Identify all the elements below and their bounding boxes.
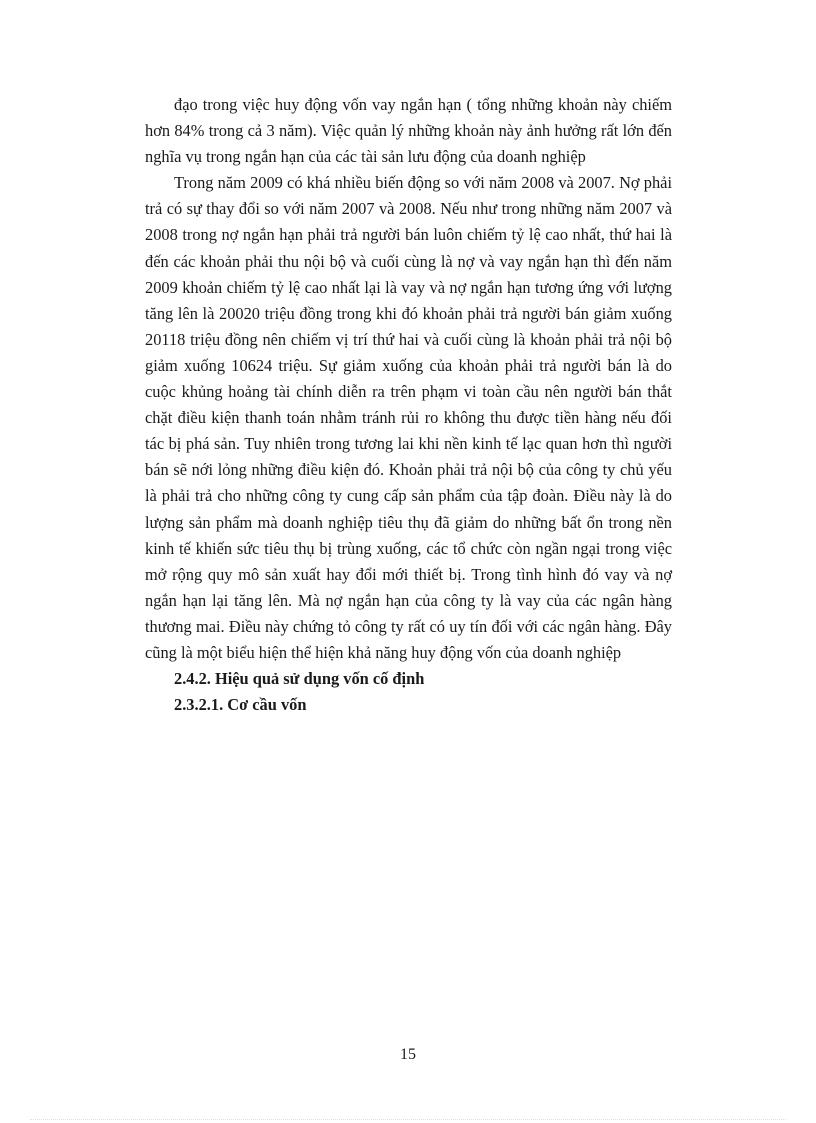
- page-body: [145, 92, 672, 718]
- section-heading-fixed-capital: 2.4.2. Hiệu quả sử dụng vốn cố định: [174, 669, 425, 689]
- subsection-heading-capital-structure: 2.3.2.1. Cơ cầu vốn: [174, 695, 307, 715]
- page-number: 15: [400, 1046, 416, 1063]
- page-bottom-divider: [30, 1119, 786, 1120]
- paragraph-continuation: đạo trong việc huy động vốn vay ngắn hạn ( tổng những khoản này chiếm hơn 84% trong cả 3 năm). Việc quản lý những khoản này ảnh hưởng rất lớn đến nghĩa vụ trong ngắn hạn của các tài sản lưu động của doanh nghiệp: [145, 95, 672, 167]
- paragraph-2009-analysis: Trong năm 2009 có khá nhiều biến động so với năm 2008 và 2007. Nợ phải trả có sự thay đổi so với năm 2007 và 2008. Nếu như trong những năm 2007 và 2008 trong nợ ngắn hạn phải trả người bán luôn chiếm tỷ lệ cao nhất, thứ hai là đến các khoản phải thu nội bộ và cuối cùng là nợ và vay ngắn hạn thì đến năm 2009 khoản chiếm tỷ lệ cao nhất lại là vay và nợ ngắn hạn tương ứng với lượng tăng lên là 20020 triệu đồng trong khi đó khoản phải trả người bán giảm xuống 20118 triệu đồng nên chiếm vị trí thứ hai và cuối cùng là khoản phải trả nội bộ giảm xuống 10624 triệu. Sự giảm xuống của khoản phải trả người bán là do cuộc khủng hoảng tài chính diễn ra trên phạm vi toàn cầu nên người bán thắt chặt điều kiện thanh toán nhằm tránh rủi ro không thu được tiền hàng nếu đối tác bị phá sản. Tuy nhiên trong tương lai khi nền kinh tế lạc quan hơn thì người bán sẽ nới lỏng những điều kiện đó. Khoản phải trả nội bộ của công ty chủ yếu là phải trả cho những công ty cung cấp sản phẩm của tập đoàn. Điều này là do lượng sản phẩm mà doanh nghiệp tiêu thụ đã giảm do những bất ổn trong nền kinh tế khiến sức tiêu thụ bị trùng xuống, các tổ chức còn ngần ngại trong việc mở rộng quy mô sản xuất hay đổi mới thiết bị. Trong tình hình đó vay và nợ ngắn hạn lại tăng lên. Mà nợ ngắn hạn của công ty là vay của các ngân hàng thương mai. Điều này chứng tỏ công ty rất có uy tín đối với các ngân hàng. Đây cũng là một biểu hiện thể hiện khả năng huy động vốn của doanh nghiệp: [145, 173, 672, 662]
